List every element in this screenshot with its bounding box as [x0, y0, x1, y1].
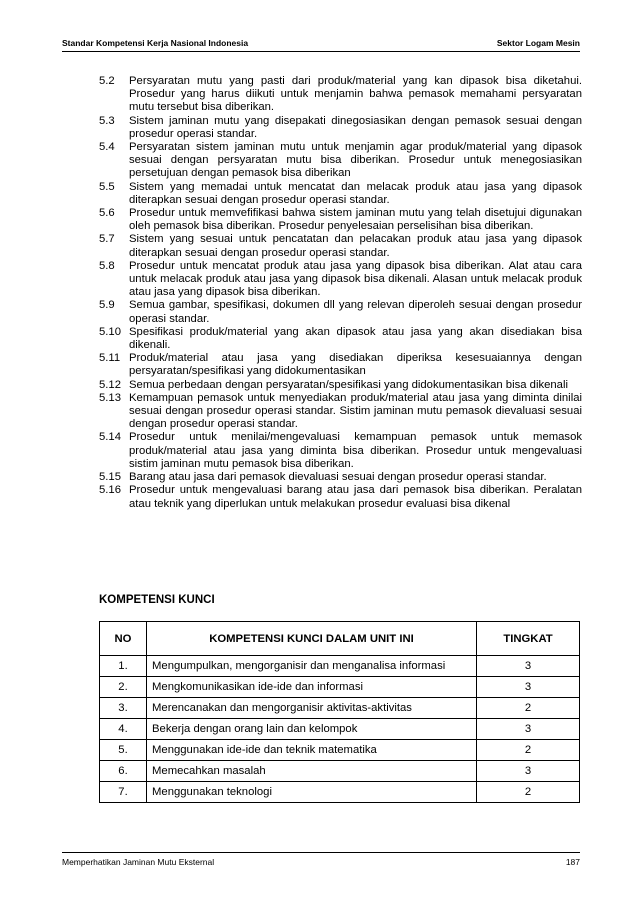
cell-competency: Merencanakan dan mengorganisir aktivitas-aktivitas [147, 698, 477, 719]
item-text: Sistem jaminan mutu yang disepakati dinegosiasikan dengan pemasok sesuai dengan prosedur operasi standar. [129, 114, 582, 140]
table-row [100, 761, 580, 782]
criteria-list [99, 75, 582, 511]
cell-competency: Memecahkan masalah [147, 761, 477, 782]
item-text: Prosedur untuk mengevaluasi barang atau jasa dari pemasok bisa diberikan. Peralatan atau teknik yang diperlukan untuk melakukan prosedur evaluasi bisa dikenal [129, 484, 582, 510]
table-row [100, 782, 580, 803]
item-text: Sistem yang memadai untuk mencatat dan melacak produk atau jasa yang dipasok diterapkan sesuai dengan prosedur operasi standar. [129, 180, 582, 206]
cell-competency: Mengumpulkan, mengorganisir dan menganalisa informasi [147, 656, 477, 677]
list-item [99, 326, 582, 352]
item-number: 5.16 [99, 484, 121, 497]
item-number: 5.11 [99, 352, 121, 365]
table-row [100, 740, 580, 761]
cell-level: 2 [477, 740, 580, 761]
table-header-row [100, 622, 580, 656]
item-number: 5.14 [99, 431, 121, 444]
item-number: 5.5 [99, 180, 115, 193]
page-footer [62, 852, 580, 867]
item-number: 5.15 [99, 471, 121, 484]
competency-table [99, 621, 580, 803]
list-item [99, 260, 582, 300]
item-text: Kemampuan pemasok untuk menyediakan produk/material atau jasa yang diminta dinilai sesuai dengan prosedur operasi standar. Sistim jaminan mutu pemasok dievaluasi sesuai dengan prosedur operasi standar. [129, 391, 582, 431]
cell-level: 3 [477, 656, 580, 677]
item-text: Persyaratan mutu yang pasti dari produk/material yang kan dipasok bisa diketahui. Prosedur yang harus diikuti untuk menjamin bahwa pemasok memahami persyaratan mutu tersebut bisa diberikan. [129, 75, 582, 114]
item-number: 5.8 [99, 259, 115, 272]
column-header-competency: KOMPETENSI KUNCI DALAM UNIT INI [147, 622, 477, 656]
item-text: Prosedur untuk memvefifikasi bahwa sistem jaminan mutu yang telah disetujui digunakan oleh pemasok bisa diberikan. Prosedur penyelesaian perselisihan bisa diberikan. [129, 207, 582, 233]
list-item [99, 379, 582, 392]
item-number: 5.2 [99, 75, 115, 87]
list-item [99, 181, 582, 207]
cell-competency: Menggunakan teknologi [147, 782, 477, 803]
item-number: 5.12 [99, 378, 121, 391]
cell-competency: Bekerja dengan orang lain dan kelompok [147, 719, 477, 740]
table-row [100, 719, 580, 740]
item-text: Spesifikasi produk/material yang akan dipasok atau jasa yang akan disediakan bisa dikenali. [129, 325, 582, 352]
item-text: Prosedur untuk mencatat produk atau jasa yang dipasok bisa diberikan. Alat atau cara untuk melacak produk atau jasa yang dipasok bisa dikenali. Alasan untuk melacak produk atau jasa yang dipasok bisa diberikan. [129, 259, 582, 299]
table-row [100, 656, 580, 677]
item-text: Persyaratan sistem jaminan mutu untuk menjamin agar produk/material yang dipasok sesuai dengan persyaratan mutu bisa diberikan. Prosedur untuk menegosiasikan persetujuan dengan pemasok bisa diberikan [129, 141, 582, 180]
list-item [99, 392, 582, 432]
item-text: Produk/material atau jasa yang disediakan diperiksa kesesuaiannya dengan persyaratan/spesifikasi yang didokumentasikan [129, 352, 582, 378]
item-number: 5.4 [99, 141, 115, 154]
list-item [99, 484, 582, 510]
cell-no: 4. [100, 719, 147, 740]
item-number: 5.3 [99, 114, 115, 127]
cell-no: 6. [100, 761, 147, 782]
header-title: Standar Kompetensi Kerja Nasional Indonesia [62, 38, 249, 48]
cell-no: 5. [100, 740, 147, 761]
cell-no: 7. [100, 782, 147, 803]
list-item [99, 431, 582, 471]
cell-no: 1. [100, 656, 147, 677]
item-text: Barang atau jasa dari pemasok dievaluasi sesuai dengan prosedur operasi standar. [129, 471, 547, 484]
list-item [99, 115, 582, 141]
list-item [99, 299, 582, 325]
cell-level: 3 [477, 719, 580, 740]
column-header-level: TINGKAT [477, 622, 580, 656]
cell-level: 2 [477, 698, 580, 719]
item-number: 5.13 [99, 391, 121, 404]
cell-competency: Menggunakan ide-ide dan teknik matematika [147, 740, 477, 761]
item-number: 5.6 [99, 207, 115, 220]
cell-competency: Mengkomunikasikan ide-ide dan informasi [147, 677, 477, 698]
item-text: Semua gambar, spesifikasi, dokumen dll yang relevan diperoleh sesuai dengan prosedur operasi standar. [129, 299, 582, 325]
list-item [99, 207, 582, 233]
table-row [100, 698, 580, 719]
item-text: Sistem yang sesuai untuk pencatatan dan pelacakan produk atau jasa yang dipasok diterapkan sesuai dengan prosedur operasi standar. [129, 233, 582, 259]
table-row [100, 677, 580, 698]
header-sector: Sektor Logam Mesin [496, 38, 580, 48]
cell-no: 2. [100, 677, 147, 698]
item-text: Prosedur untuk menilai/mengevaluasi kemampuan pemasok untuk memasok produk/material atau jasa yang diminta bisa diberikan. Prosedur untuk mengevaluasi sistim jaminan mutu pemasok bisa diberikan. [129, 431, 582, 470]
list-item [99, 141, 582, 181]
cell-level: 3 [477, 761, 580, 782]
list-item [99, 471, 582, 484]
cell-level: 2 [477, 782, 580, 803]
item-number: 5.9 [99, 299, 115, 312]
list-item [99, 233, 582, 259]
section-title: KOMPETENSI KUNCI [99, 594, 215, 606]
list-item [99, 352, 582, 378]
item-text: Semua perbedaan dengan persyaratan/spesifikasi yang didokumentasikan bisa dikenali [129, 378, 568, 391]
page-number: 187 [565, 857, 580, 867]
footer-title: Memperhatikan Jaminan Mutu Eksternal [62, 857, 215, 867]
column-header-no: NO [100, 622, 147, 656]
cell-no: 3. [100, 698, 147, 719]
item-number: 5.7 [99, 233, 115, 246]
item-number: 5.10 [99, 325, 121, 338]
cell-level: 3 [477, 677, 580, 698]
list-item [99, 75, 582, 115]
page-header [62, 38, 580, 52]
